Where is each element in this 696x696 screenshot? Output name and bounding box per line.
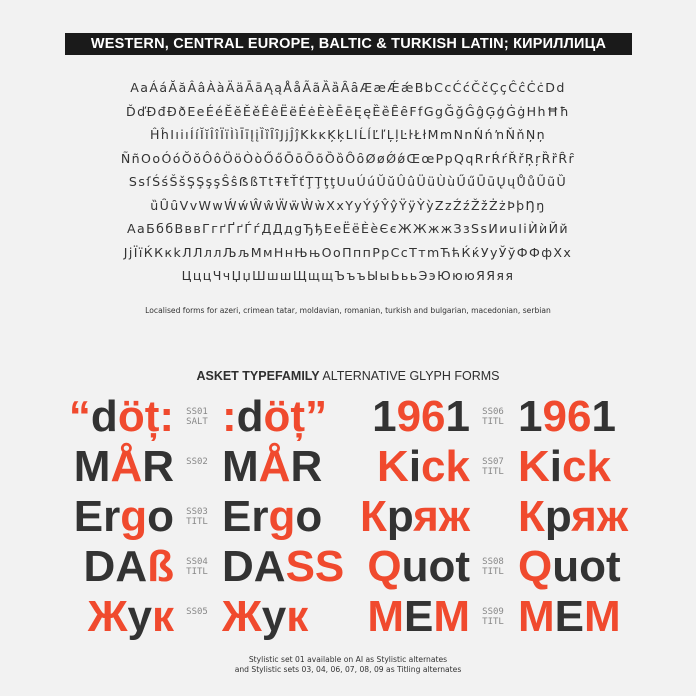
glyph-segment: М bbox=[367, 592, 404, 641]
feature-tag: TITL bbox=[482, 467, 504, 477]
default-glyph-sample bbox=[69, 393, 174, 441]
feature-label bbox=[476, 507, 510, 527]
feature-tag: TITL bbox=[482, 617, 504, 627]
feature-tag: SS02 bbox=[186, 457, 208, 467]
feature-label bbox=[476, 607, 510, 627]
glyph-segment: : bbox=[222, 392, 237, 441]
glyph-segment: ck bbox=[421, 442, 470, 491]
glyph-segment: g bbox=[268, 492, 296, 541]
glyph-segment: яж bbox=[571, 492, 629, 541]
glyph-segment: R bbox=[290, 442, 323, 491]
glyph-segment: Ж bbox=[87, 592, 128, 641]
alternate-glyph-sample bbox=[222, 543, 344, 591]
glyph-segment: у bbox=[127, 592, 152, 641]
footer-note bbox=[0, 655, 696, 675]
charset-line: ĤĥIıiıÍíĬĭÎîÏïÌìĪīĮįȈȉȊȋJjĴĵKkĸĶķLlĹĺĽľĻļĿŀŁłMmNnŃńŉŇňŅņ bbox=[149, 127, 547, 142]
feature-tag: SS09 bbox=[482, 607, 504, 617]
feature-tag: SS05 bbox=[186, 607, 208, 617]
glyph-segment: 1 bbox=[445, 392, 470, 441]
glyph-segment: яж bbox=[413, 492, 470, 541]
charset-glyph-grid bbox=[10, 76, 686, 288]
glyph-segment: К bbox=[518, 492, 545, 541]
footer-line-1: Stylistic set 01 available on AI as Stylistic alternates bbox=[248, 655, 448, 664]
feature-label bbox=[476, 407, 510, 427]
glyph-segment: o bbox=[295, 492, 323, 541]
feature-tag: TITL bbox=[482, 417, 504, 427]
glyph-segment: Е bbox=[554, 592, 585, 641]
alternate-glyph-sample bbox=[518, 443, 611, 491]
glyph-segment: “ bbox=[68, 392, 91, 441]
charset-line: АаБббВввГгґҐґЃѓДДдgЂђЕеЁёЀѐЄєЖЖжжЗзЅѕИиuІіЍѝЙй bbox=[126, 221, 570, 236]
feature-label bbox=[476, 557, 510, 577]
glyph-segment: р bbox=[544, 492, 572, 541]
section-heading-regular: ALTERNATIVE GLYPH FORMS bbox=[319, 369, 500, 383]
feature-tag: SS06 bbox=[482, 407, 504, 417]
charset-line: ЦццЧчЏџШшшЩщщЪъъЫыЬььЭэЮююЯЯяя bbox=[181, 268, 515, 283]
feature-tag bbox=[180, 617, 214, 627]
feature-tag: TITL bbox=[482, 567, 504, 577]
default-glyph-sample bbox=[372, 393, 470, 441]
charset-line: ȕȖȗVvWwẂẃŴŵẄẅẀẁXxYyÝýŶŷŸÿỲỳZzŹźŽžŻżÞþŊŋ bbox=[150, 197, 546, 213]
glyph-segment: М bbox=[584, 592, 621, 641]
glyph-segment: g bbox=[120, 492, 148, 541]
glyph-segment: öț” bbox=[263, 392, 328, 441]
alternate-glyph-sample bbox=[518, 593, 621, 641]
feature-tag: SS08 bbox=[482, 557, 504, 567]
feature-tag: TITL bbox=[186, 567, 208, 577]
glyph-segment: öț: bbox=[117, 392, 174, 441]
charset-line: JjЇїЌКкkЛЛллЉљМмНнЊњОоПппРрСсТтmЋћЌќУуЎўФФфХх bbox=[123, 244, 573, 260]
glyph-segment: d bbox=[236, 392, 264, 441]
glyph-segment: ß bbox=[147, 542, 174, 591]
feature-label bbox=[180, 407, 214, 427]
charset-title: WESTERN, CENTRAL EUROPE, BALTIC & TURKISH LATIN; КИРИЛЛИЦА bbox=[65, 33, 632, 55]
alternate-glyph-sample bbox=[518, 543, 621, 591]
feature-tag: TITL bbox=[186, 517, 208, 527]
feature-label bbox=[180, 457, 214, 477]
feature-tag: SS07 bbox=[482, 457, 504, 467]
feature-tag: SS01 bbox=[186, 407, 208, 417]
glyph-segment: d bbox=[90, 392, 118, 441]
feature-label bbox=[180, 557, 214, 577]
default-glyph-sample bbox=[367, 543, 470, 591]
glyph-segment: o bbox=[147, 492, 174, 541]
default-glyph-sample bbox=[74, 493, 174, 541]
section-heading-bold: ASKET TYPEFAMILY bbox=[196, 369, 320, 383]
glyph-segment: Q bbox=[518, 542, 553, 591]
feature-label bbox=[180, 607, 214, 627]
glyph-segment: М bbox=[433, 592, 470, 641]
glyph-segment: Å bbox=[110, 442, 143, 491]
glyph-segment: у bbox=[261, 592, 287, 641]
glyph-segment: DA bbox=[222, 542, 286, 591]
glyph-segment: р bbox=[386, 492, 414, 541]
glyph-segment: DA bbox=[83, 542, 148, 591]
alternate-glyph-sample bbox=[518, 493, 628, 541]
glyph-segment: Е bbox=[403, 592, 434, 641]
glyph-segment: R bbox=[142, 442, 174, 491]
charset-line: SsſŚśŠšŞŞşşŜŝẞßTtŦŧŤťŢŢţţUuÚúŬŭÛûÜüÙùŰűŪūŲųŮůŨũȔ bbox=[128, 174, 568, 189]
charset-line: ÑñOoÓóŎŏÔôÖöÒòŐőŌōÕõȌȍȎȏØøǾǿŒœPpQqRrŔŕŘřŖŗȐȑȒȓ bbox=[120, 150, 576, 166]
feature-tag bbox=[180, 467, 214, 477]
glyph-segment: 96 bbox=[542, 392, 592, 441]
glyph-segment: uot bbox=[401, 542, 470, 591]
default-glyph-sample bbox=[88, 593, 174, 641]
glyph-segment: К bbox=[359, 492, 387, 541]
glyph-segment: K bbox=[377, 442, 409, 491]
glyph-segment: Å bbox=[258, 442, 291, 491]
glyph-segment: Er bbox=[73, 492, 121, 541]
default-glyph-sample bbox=[367, 593, 470, 641]
glyph-segment: SS bbox=[285, 542, 345, 591]
glyph-segment: Er bbox=[222, 492, 269, 541]
alternate-glyph-sample bbox=[222, 393, 327, 441]
localised-forms-note: Localised forms for azeri, crimean tatar, moldavian, romanian, turkish and bulgarian, macedonian, serbian bbox=[145, 306, 551, 315]
glyph-segment: M bbox=[222, 442, 259, 491]
feature-tag bbox=[476, 507, 510, 517]
glyph-segment: 1 bbox=[518, 392, 543, 441]
feature-label bbox=[180, 507, 214, 527]
alternate-glyph-sample bbox=[222, 593, 308, 641]
alternate-glyph-sample bbox=[518, 393, 616, 441]
glyph-segment: M bbox=[73, 442, 111, 491]
default-glyph-sample bbox=[84, 543, 174, 591]
charset-line: AaÁáĂăÂâÀàÄäĀāĄąÅåÃãȀȁȂȃÆæǼǽBbCcĆćČčÇçĈĉĊċDd bbox=[130, 80, 566, 95]
feature-tag: SALT bbox=[186, 417, 208, 427]
glyph-segment: ck bbox=[562, 442, 611, 491]
glyph-segment: Ж bbox=[222, 592, 262, 641]
glyph-segment: к bbox=[286, 592, 309, 641]
default-glyph-sample bbox=[377, 443, 470, 491]
glyph-segment: к bbox=[151, 592, 174, 641]
glyph-segment: 1 bbox=[372, 392, 397, 441]
glyph-segment: 1 bbox=[591, 392, 616, 441]
section-heading bbox=[0, 369, 696, 383]
alternate-glyph-sample bbox=[222, 493, 322, 541]
default-glyph-sample bbox=[360, 493, 470, 541]
glyph-segment: 96 bbox=[396, 392, 446, 441]
default-glyph-sample bbox=[74, 443, 174, 491]
glyph-segment: Q bbox=[367, 542, 402, 591]
footer-line-2: and Stylistic sets 03, 04, 06, 07, 08, 09 as Titling alternates bbox=[234, 665, 462, 674]
glyph-segment: М bbox=[518, 592, 555, 641]
feature-tag: SS03 bbox=[186, 507, 208, 517]
glyph-segment: uot bbox=[552, 542, 621, 591]
glyph-segment: i bbox=[549, 442, 563, 491]
feature-label bbox=[476, 457, 510, 477]
glyph-segment: K bbox=[518, 442, 550, 491]
charset-line: ĎďĐđÐðEeÉéĔĕĚěÊêËëĖėÈèĒēĘęȄȅȆȇFfGgĞğĜĝĢģĠġHhĦħ bbox=[126, 103, 570, 119]
feature-tag bbox=[476, 517, 510, 527]
feature-tag: SS04 bbox=[186, 557, 208, 567]
glyph-segment: i bbox=[408, 442, 422, 491]
alternate-glyph-sample bbox=[222, 443, 322, 491]
